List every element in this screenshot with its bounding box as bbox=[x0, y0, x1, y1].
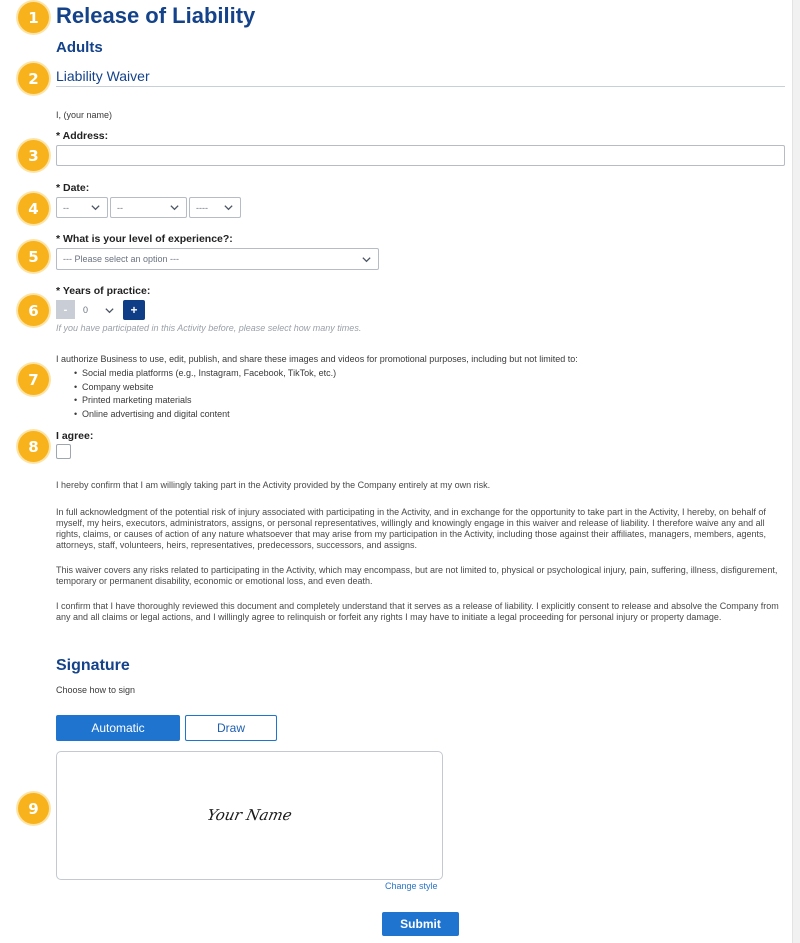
address-label: * Address: bbox=[56, 130, 109, 142]
experience-select[interactable] bbox=[56, 248, 379, 270]
chevron-down-icon bbox=[90, 202, 101, 213]
waiver-label: Liability Waiver bbox=[56, 68, 150, 84]
list-item: • Company website bbox=[74, 381, 336, 395]
list-item: • Social media platforms (e.g., Instagram, Facebook, TikTok, etc.) bbox=[74, 367, 336, 381]
authorization-text: I authorize Business to use, edit, publish, and share these images and videos for promotional purposes, including but not limited to: bbox=[56, 354, 578, 364]
authorization-list bbox=[74, 367, 336, 421]
automatic-button[interactable]: Automatic bbox=[56, 715, 180, 741]
step-badge: 3 bbox=[18, 140, 49, 171]
years-value: 0 bbox=[83, 305, 89, 315]
signature-preview: Your Name bbox=[205, 806, 294, 824]
step-badge: 6 bbox=[18, 295, 49, 326]
waiver-paragraph: This waiver covers any risks related to participating in the Activity, which may encompass, but are not limited to, physical or psychological injury, pain, suffering, illness, disfigurement, temporary or permanent disability, economic or emotional loss, and even death. bbox=[56, 565, 778, 586]
submit-button[interactable]: Submit bbox=[382, 912, 459, 936]
experience-label: * What is your level of experience?: bbox=[56, 233, 233, 245]
chevron-down-icon bbox=[169, 202, 180, 213]
years-hint: If you have participated in this Activity before, please select how many times. bbox=[56, 323, 362, 333]
step-badge: 5 bbox=[18, 241, 49, 272]
step-badge: 2 bbox=[18, 63, 49, 94]
list-item: • Printed marketing materials bbox=[74, 394, 336, 408]
day-value: -- bbox=[117, 202, 123, 213]
step-badge: 9 bbox=[18, 793, 49, 824]
change-style-link[interactable]: Change style bbox=[385, 881, 438, 891]
signature-heading: Signature bbox=[56, 657, 130, 674]
year-select[interactable] bbox=[189, 197, 241, 218]
divider bbox=[56, 86, 785, 87]
year-value: ---- bbox=[196, 202, 208, 213]
page-subtitle: Adults bbox=[56, 39, 103, 56]
month-value: -- bbox=[63, 202, 69, 213]
date-label: * Date: bbox=[56, 182, 90, 194]
name-line: I, (your name) bbox=[56, 110, 113, 120]
agree-checkbox[interactable] bbox=[56, 444, 71, 459]
day-select[interactable] bbox=[110, 197, 187, 218]
chevron-down-icon bbox=[361, 254, 372, 265]
experience-value: --- Please select an option --- bbox=[63, 254, 180, 264]
chevron-down-icon bbox=[104, 305, 115, 316]
signature-instruction: Choose how to sign bbox=[56, 685, 136, 695]
waiver-paragraph: In full acknowledgment of the potential risk of injury associated with participating in the Activity, and in exchange for the opportunity to take part in the Activity, I hereby, on behalf of myself, my heirs, executors, administrators, assigns, or personal representatives, willingly and knowingly engage in this waiver and release of liability. I therefore waive any and all rights, claims, or causes of action of any nature whatsoever that may arise from my participation in the Activity, including those against their affiliates, managers, members, agents, attorneys, staff, volunteers, heirs, representatives, predecessors, successors, and assigns. bbox=[56, 507, 767, 550]
decrement-button[interactable]: - bbox=[56, 300, 75, 319]
scrollbar[interactable] bbox=[792, 0, 800, 943]
step-badge: 8 bbox=[18, 431, 49, 462]
address-input[interactable] bbox=[56, 145, 785, 166]
month-select[interactable] bbox=[56, 197, 108, 218]
chevron-down-icon bbox=[223, 202, 234, 213]
agree-label: I agree: bbox=[56, 430, 94, 442]
signature-box[interactable] bbox=[56, 751, 443, 880]
step-badge: 7 bbox=[18, 364, 49, 395]
increment-button[interactable]: + bbox=[123, 300, 145, 320]
draw-button[interactable]: Draw bbox=[185, 715, 277, 741]
waiver-paragraph: I confirm that I have thoroughly reviewed this document and completely understand that it serves as a release of liability. I explicitly consent to release and absolve the Company from any and all claims or legal actions, and I willingly agree to relinquish or forfeit any rights I may have to initiate a legal proceeding for personal injury or property damage. bbox=[56, 601, 779, 622]
years-select[interactable] bbox=[77, 300, 121, 320]
step-badge: 1 bbox=[18, 2, 49, 33]
step-badge: 4 bbox=[18, 193, 49, 224]
list-item: • Online advertising and digital content bbox=[74, 408, 336, 422]
waiver-paragraph: I hereby confirm that I am willingly taking part in the Activity provided by the Company entirely at my own risk. bbox=[56, 480, 491, 490]
page-title: Release of Liability bbox=[56, 3, 256, 28]
years-label: * Years of practice: bbox=[56, 285, 151, 297]
